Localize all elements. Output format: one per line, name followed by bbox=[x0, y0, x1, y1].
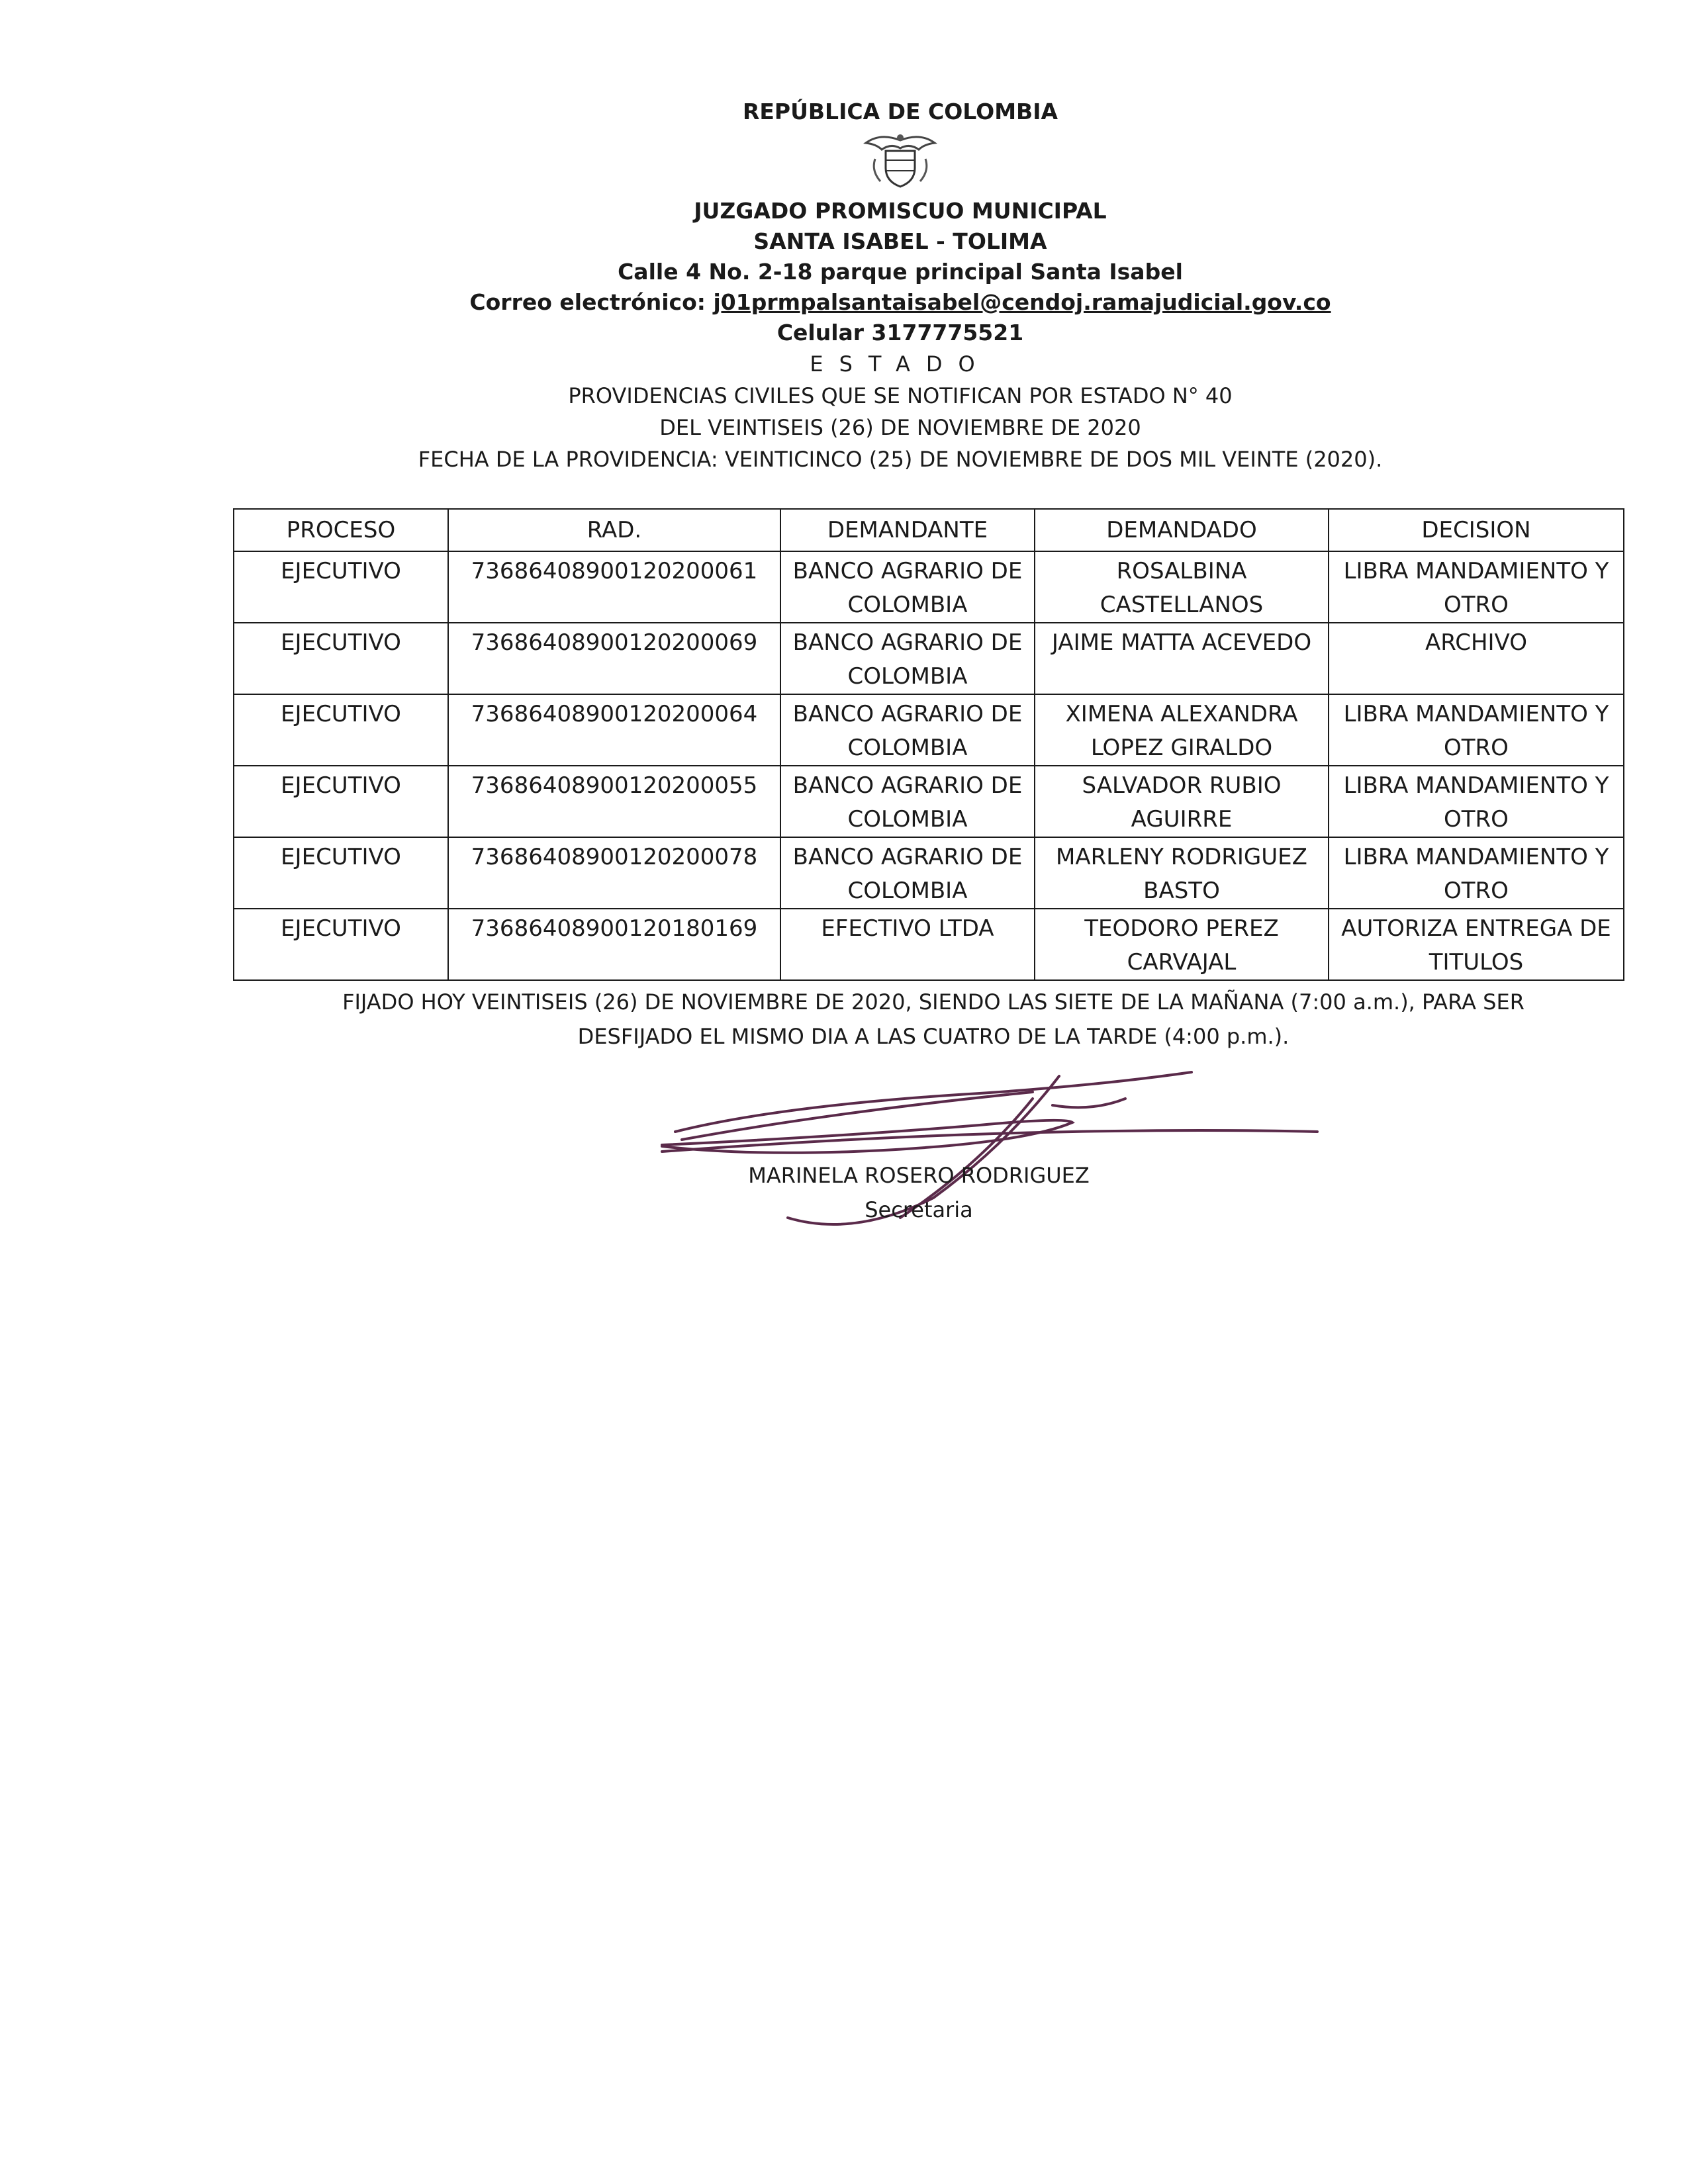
cell-rad: 73686408900120200055 bbox=[448, 766, 780, 837]
cell-demandante: BANCO AGRARIO DE COLOMBIA bbox=[780, 837, 1035, 909]
cell-decision: LIBRA MANDAMIENTO Y OTRO bbox=[1329, 837, 1624, 909]
posting-notice-line-2: DESFIJADO EL MISMO DIA A LAS CUATRO DE LA TARDE (4:00 p.m.). bbox=[577, 1024, 1289, 1049]
table-row bbox=[234, 694, 1624, 766]
table-row bbox=[234, 909, 1624, 980]
cell-decision: ARCHIVO bbox=[1329, 623, 1624, 694]
cell-demandado: SALVADOR RUBIO AGUIRRE bbox=[1035, 766, 1329, 837]
cell-proceso: EJECUTIVO bbox=[234, 909, 448, 980]
column-header-demandado: DEMANDADO bbox=[1035, 509, 1329, 551]
cell-proceso: EJECUTIVO bbox=[234, 623, 448, 694]
notification-line-2: DEL VEINTISEIS (26) DE NOVIEMBRE DE 2020 bbox=[659, 415, 1141, 440]
cell-demandante: BANCO AGRARIO DE COLOMBIA bbox=[780, 694, 1035, 766]
cell-rad: 73686408900120200069 bbox=[448, 623, 780, 694]
cell-demandado: XIMENA ALEXANDRA LOPEZ GIRALDO bbox=[1035, 694, 1329, 766]
column-header-rad: RAD. bbox=[448, 509, 780, 551]
cell-demandado: ROSALBINA CASTELLANOS bbox=[1035, 551, 1329, 623]
cell-rad: 73686408900120200064 bbox=[448, 694, 780, 766]
column-header-decision: DECISION bbox=[1329, 509, 1624, 551]
posting-notice bbox=[252, 985, 1615, 1054]
table-row bbox=[234, 837, 1624, 909]
court-location: SANTA ISABEL - TOLIMA bbox=[753, 228, 1047, 254]
email-label: Correo electrónico: bbox=[469, 289, 706, 315]
email-link[interactable]: j01prmpalsantaisabel@cendoj.ramajudicial.gov.co bbox=[713, 289, 1331, 315]
country-title: REPÚBLICA DE COLOMBIA bbox=[742, 99, 1058, 124]
court-address: Calle 4 No. 2-18 parque principal Santa Isabel bbox=[618, 259, 1183, 285]
table-header-row bbox=[234, 509, 1624, 551]
phone-line: Celular 3177775521 bbox=[776, 320, 1024, 345]
signer-title: Secretaria bbox=[865, 1197, 973, 1222]
signer-name: MARINELA ROSERO RODRIGUEZ bbox=[748, 1163, 1090, 1188]
cell-proceso: EJECUTIVO bbox=[234, 551, 448, 623]
notification-line-1: PROVIDENCIAS CIVILES QUE SE NOTIFICAN POR ESTADO N° 40 bbox=[568, 383, 1233, 408]
cell-rad: 73686408900120200061 bbox=[448, 551, 780, 623]
cell-decision: LIBRA MANDAMIENTO Y OTRO bbox=[1329, 766, 1624, 837]
cell-demandante: BANCO AGRARIO DE COLOMBIA bbox=[780, 766, 1035, 837]
estado-table bbox=[233, 508, 1624, 981]
cell-rad: 73686408900120180169 bbox=[448, 909, 780, 980]
cell-decision: AUTORIZA ENTREGA DE TITULOS bbox=[1329, 909, 1624, 980]
column-header-proceso: PROCESO bbox=[234, 509, 448, 551]
cell-proceso: EJECUTIVO bbox=[234, 694, 448, 766]
providence-date-line: FECHA DE LA PROVIDENCIA: VEINTICINCO (25) DE NOVIEMBRE DE DOS MIL VEINTE (2020). bbox=[418, 447, 1383, 472]
table-row bbox=[234, 551, 1624, 623]
cell-demandado: MARLENY RODRIGUEZ BASTO bbox=[1035, 837, 1329, 909]
court-name: JUZGADO PROMISCUO MUNICIPAL bbox=[694, 198, 1107, 224]
signature-block bbox=[740, 1158, 1098, 1227]
cell-demandado: TEODORO PEREZ CARVAJAL bbox=[1035, 909, 1329, 980]
table-row bbox=[234, 623, 1624, 694]
document-header bbox=[0, 97, 1688, 475]
column-header-demandante: DEMANDANTE bbox=[780, 509, 1035, 551]
estado-title: ESTADO bbox=[810, 351, 991, 377]
cell-rad: 73686408900120200078 bbox=[448, 837, 780, 909]
cell-demandado: JAIME MATTA ACEVEDO bbox=[1035, 623, 1329, 694]
table-row bbox=[234, 766, 1624, 837]
cell-demandante: BANCO AGRARIO DE COLOMBIA bbox=[780, 551, 1035, 623]
cell-proceso: EJECUTIVO bbox=[234, 766, 448, 837]
cell-demandante: EFECTIVO LTDA bbox=[780, 909, 1035, 980]
cell-decision: LIBRA MANDAMIENTO Y OTRO bbox=[1329, 694, 1624, 766]
cell-decision: LIBRA MANDAMIENTO Y OTRO bbox=[1329, 551, 1624, 623]
posting-notice-line-1: FIJADO HOY VEINTISEIS (26) DE NOVIEMBRE DE 2020, SIENDO LAS SIETE DE LA MAÑANA (7:00 a.m.), PARA SER bbox=[342, 989, 1524, 1015]
coat-of-arms-icon bbox=[861, 130, 940, 191]
cell-demandante: BANCO AGRARIO DE COLOMBIA bbox=[780, 623, 1035, 694]
email-line bbox=[0, 287, 1688, 318]
cell-proceso: EJECUTIVO bbox=[234, 837, 448, 909]
